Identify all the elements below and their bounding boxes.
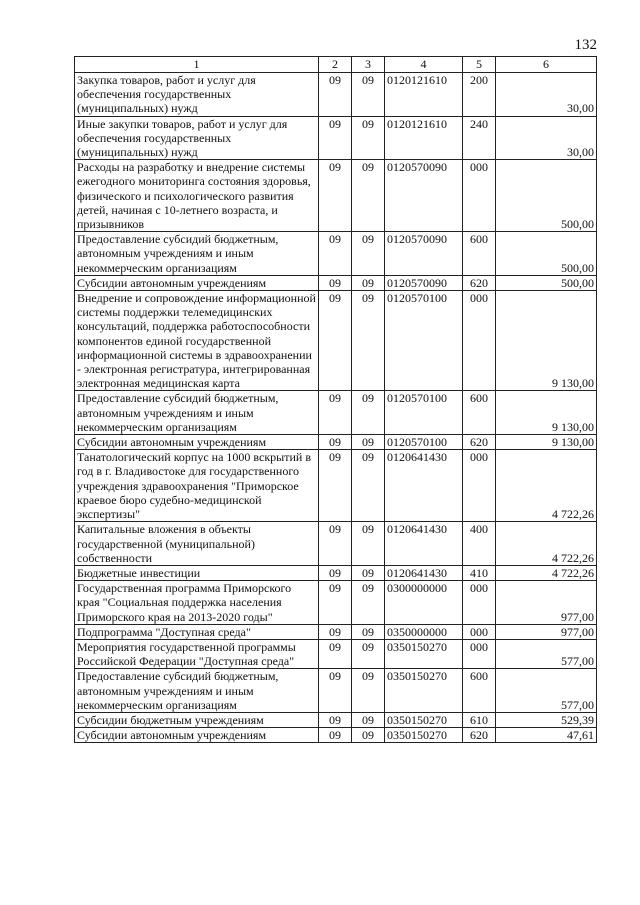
column-header: 2 (319, 57, 352, 73)
row-section-cell: 09 (319, 728, 352, 743)
budget-table (74, 56, 597, 743)
row-subsection-cell: 09 (352, 116, 385, 160)
table-row (75, 522, 597, 566)
row-section-cell: 09 (319, 639, 352, 668)
column-header: 5 (463, 57, 496, 73)
table-row (75, 275, 597, 290)
row-target-code-cell: 0120641430 (385, 522, 463, 566)
row-target-code-cell: 0120570090 (385, 275, 463, 290)
row-subsection-cell: 09 (352, 291, 385, 391)
table-row (75, 291, 597, 391)
column-header: 3 (352, 57, 385, 73)
table-row (75, 116, 597, 160)
row-name-cell: Внедрение и сопровождение информационной системы поддержки телемедицинских консультаций, поддержка работоспособности компонентов единой государственной информационной системы в здравоохранении - электронная регистратура, интегрированная электронная медицинская карта (75, 291, 319, 391)
row-expense-type-cell: 620 (463, 728, 496, 743)
row-amount-cell: 977,00 (496, 624, 597, 639)
row-section-cell: 09 (319, 391, 352, 435)
row-section-cell: 09 (319, 712, 352, 727)
row-name-cell: Субсидии автономным учреждениям (75, 275, 319, 290)
row-subsection-cell: 09 (352, 73, 385, 117)
row-expense-type-cell: 600 (463, 391, 496, 435)
row-expense-type-cell: 000 (463, 450, 496, 522)
row-expense-type-cell: 610 (463, 712, 496, 727)
row-section-cell: 09 (319, 291, 352, 391)
row-target-code-cell: 0350150270 (385, 728, 463, 743)
table-row (75, 160, 597, 232)
row-section-cell: 09 (319, 522, 352, 566)
row-name-cell: Предоставление субсидий бюджетным, автономным учреждениям и иным некоммерческим организациям (75, 669, 319, 713)
row-section-cell: 09 (319, 275, 352, 290)
row-section-cell: 09 (319, 116, 352, 160)
table-row (75, 669, 597, 713)
row-subsection-cell: 09 (352, 450, 385, 522)
table-row (75, 565, 597, 580)
row-target-code-cell: 0350000000 (385, 624, 463, 639)
table-row (75, 728, 597, 743)
row-amount-cell: 577,00 (496, 669, 597, 713)
row-target-code-cell: 0120570090 (385, 160, 463, 232)
column-header: 6 (496, 57, 597, 73)
row-name-cell: Мероприятия государственной программы Российской Федерации "Доступная среда" (75, 639, 319, 668)
row-amount-cell: 577,00 (496, 639, 597, 668)
row-section-cell: 09 (319, 581, 352, 625)
row-expense-type-cell: 410 (463, 565, 496, 580)
row-amount-cell: 500,00 (496, 160, 597, 232)
row-amount-cell: 977,00 (496, 581, 597, 625)
row-amount-cell: 9 130,00 (496, 291, 597, 391)
row-amount-cell: 500,00 (496, 275, 597, 290)
table-header-row (75, 57, 597, 73)
table-row (75, 435, 597, 450)
row-subsection-cell: 09 (352, 522, 385, 566)
row-name-cell: Закупка товаров, работ и услуг для обеспечения государственных (муниципальных) нужд (75, 73, 319, 117)
row-target-code-cell: 0120641430 (385, 565, 463, 580)
row-section-cell: 09 (319, 565, 352, 580)
row-subsection-cell: 09 (352, 565, 385, 580)
row-subsection-cell: 09 (352, 232, 385, 276)
row-amount-cell: 529,39 (496, 712, 597, 727)
row-target-code-cell: 0120570100 (385, 291, 463, 391)
table-row (75, 450, 597, 522)
row-name-cell: Бюджетные инвестиции (75, 565, 319, 580)
row-amount-cell: 30,00 (496, 73, 597, 117)
table-row (75, 232, 597, 276)
row-expense-type-cell: 400 (463, 522, 496, 566)
table-row (75, 73, 597, 117)
row-expense-type-cell: 620 (463, 435, 496, 450)
row-name-cell: Иные закупки товаров, работ и услуг для обеспечения государственных (муниципальных) нужд (75, 116, 319, 160)
row-name-cell: Предоставление субсидий бюджетным, автономным учреждениям и иным некоммерческим организациям (75, 232, 319, 276)
row-amount-cell: 9 130,00 (496, 435, 597, 450)
row-name-cell: Субсидии автономным учреждениям (75, 435, 319, 450)
row-name-cell: Субсидии бюджетным учреждениям (75, 712, 319, 727)
row-section-cell: 09 (319, 73, 352, 117)
row-amount-cell: 4 722,26 (496, 450, 597, 522)
row-subsection-cell: 09 (352, 160, 385, 232)
row-target-code-cell: 0120121610 (385, 73, 463, 117)
row-target-code-cell: 0350150270 (385, 712, 463, 727)
row-section-cell: 09 (319, 450, 352, 522)
row-section-cell: 09 (319, 624, 352, 639)
table-row (75, 639, 597, 668)
row-amount-cell: 30,00 (496, 116, 597, 160)
row-section-cell: 09 (319, 160, 352, 232)
row-section-cell: 09 (319, 669, 352, 713)
row-name-cell: Танатологический корпус на 1000 вскрытий в год в г. Владивостоке для государственного учреждения здравоохранения "Приморское краевое бюро судебно-медицинской экспертизы" (75, 450, 319, 522)
row-subsection-cell: 09 (352, 728, 385, 743)
row-expense-type-cell: 000 (463, 160, 496, 232)
row-expense-type-cell: 200 (463, 73, 496, 117)
row-target-code-cell: 0120121610 (385, 116, 463, 160)
row-name-cell: Предоставление субсидий бюджетным, автономным учреждениям и иным некоммерческим организациям (75, 391, 319, 435)
column-header: 4 (385, 57, 463, 73)
row-subsection-cell: 09 (352, 391, 385, 435)
row-name-cell: Капитальные вложения в объекты государственной (муниципальной) собственности (75, 522, 319, 566)
row-target-code-cell: 0120570090 (385, 232, 463, 276)
row-subsection-cell: 09 (352, 669, 385, 713)
row-expense-type-cell: 600 (463, 232, 496, 276)
row-subsection-cell: 09 (352, 624, 385, 639)
row-subsection-cell: 09 (352, 581, 385, 625)
table-row (75, 391, 597, 435)
row-target-code-cell: 0120641430 (385, 450, 463, 522)
row-amount-cell: 500,00 (496, 232, 597, 276)
row-expense-type-cell: 000 (463, 581, 496, 625)
row-name-cell: Подпрограмма "Доступная среда" (75, 624, 319, 639)
row-expense-type-cell: 600 (463, 669, 496, 713)
row-target-code-cell: 0300000000 (385, 581, 463, 625)
row-target-code-cell: 0350150270 (385, 639, 463, 668)
row-target-code-cell: 0120570100 (385, 435, 463, 450)
row-target-code-cell: 0350150270 (385, 669, 463, 713)
row-amount-cell: 47,61 (496, 728, 597, 743)
row-name-cell: Расходы на разработку и внедрение системы ежегодного мониторинга состояния здоровья, физического и психологического развития детей, начиная с 10-летнего возраста, и призывников (75, 160, 319, 232)
column-header: 1 (75, 57, 319, 73)
row-expense-type-cell: 000 (463, 624, 496, 639)
row-subsection-cell: 09 (352, 275, 385, 290)
table-row (75, 624, 597, 639)
row-subsection-cell: 09 (352, 712, 385, 727)
row-subsection-cell: 09 (352, 639, 385, 668)
row-name-cell: Субсидии автономным учреждениям (75, 728, 319, 743)
row-expense-type-cell: 240 (463, 116, 496, 160)
row-amount-cell: 4 722,26 (496, 522, 597, 566)
row-expense-type-cell: 000 (463, 291, 496, 391)
table-row (75, 581, 597, 625)
row-amount-cell: 9 130,00 (496, 391, 597, 435)
page-number: 132 (574, 37, 597, 53)
row-expense-type-cell: 000 (463, 639, 496, 668)
row-amount-cell: 4 722,26 (496, 565, 597, 580)
row-subsection-cell: 09 (352, 435, 385, 450)
row-expense-type-cell: 620 (463, 275, 496, 290)
row-section-cell: 09 (319, 232, 352, 276)
table-row (75, 712, 597, 727)
row-section-cell: 09 (319, 435, 352, 450)
row-target-code-cell: 0120570100 (385, 391, 463, 435)
row-name-cell: Государственная программа Приморского края "Социальная поддержка населения Приморского края на 2013-2020 годы" (75, 581, 319, 625)
